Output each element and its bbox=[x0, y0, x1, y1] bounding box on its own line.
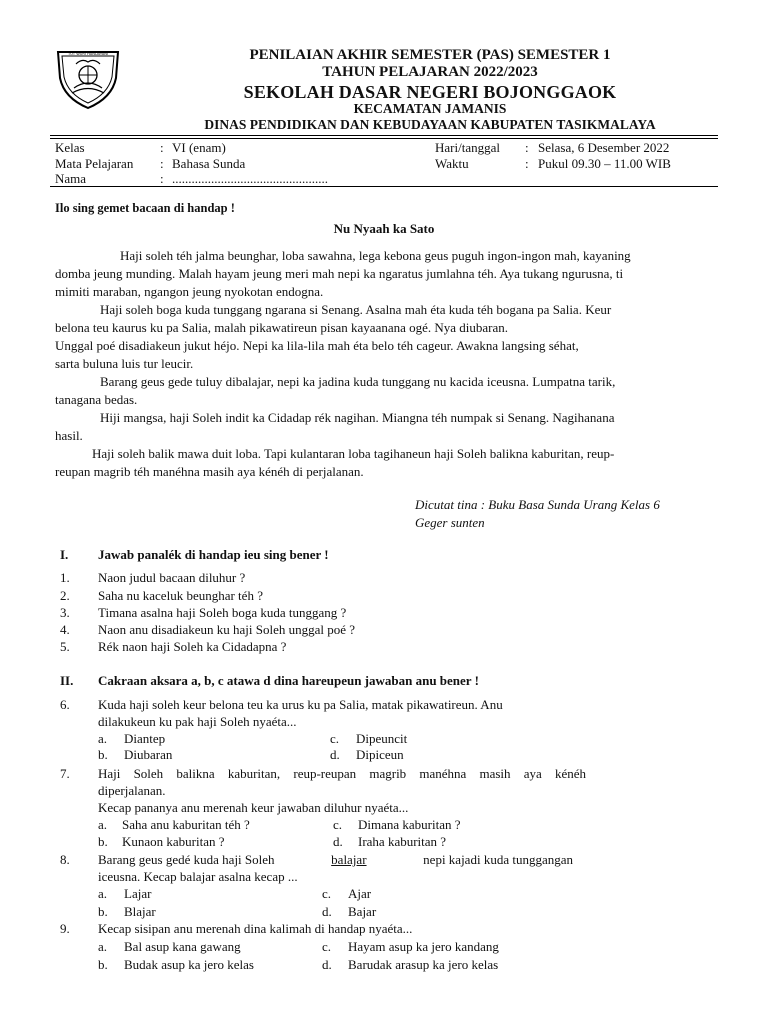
question-number: 6. bbox=[60, 697, 70, 712]
mapel-label: Mata Pelajaran bbox=[55, 156, 134, 171]
question-text: Kuda haji soleh keur belona teu ka urus ku pa Salia, matak pikawatireun. Anu bbox=[98, 697, 503, 712]
paragraph-4-line: Barang geus gede tuluy dibalajar, nepi ka jadina kuda tunggang nu kacida iceusna. Lumpatna tarik, bbox=[100, 374, 616, 389]
header-divider-thin bbox=[50, 138, 718, 139]
question-number: 3. bbox=[60, 605, 70, 620]
question-text: Haji Soleh balikna kaburitan, reup-reupan magrib manéhna masih aya kénéh bbox=[98, 766, 586, 781]
nama-field[interactable]: ................................................ bbox=[172, 171, 328, 186]
option-letter[interactable]: a. bbox=[98, 939, 108, 954]
underlined-word: balajar bbox=[331, 852, 367, 867]
option-letter[interactable]: d. bbox=[330, 747, 340, 762]
option-letter[interactable]: c. bbox=[322, 886, 332, 901]
question-number: 1. bbox=[60, 570, 70, 585]
option-letter[interactable]: b. bbox=[98, 957, 108, 972]
option-text[interactable]: Dipeuncit bbox=[356, 731, 408, 746]
svg-text:TUT WURI HANDAYANI: TUT WURI HANDAYANI bbox=[68, 52, 108, 57]
paragraph-5-line: hasil. bbox=[55, 428, 83, 443]
waktu-label: Waktu bbox=[435, 156, 469, 171]
kelas-label: Kelas bbox=[55, 140, 85, 155]
section-1-heading: Jawab panalék di handap ieu sing bener ! bbox=[98, 547, 329, 562]
option-letter[interactable]: c. bbox=[322, 939, 332, 954]
option-letter[interactable]: d. bbox=[322, 957, 332, 972]
question-text: iceusna. Kecap balajar asalna kecap ... bbox=[98, 869, 298, 884]
option-text[interactable]: Kunaon kaburitan ? bbox=[122, 834, 225, 849]
hari-label: Hari/tanggal bbox=[435, 140, 500, 155]
paragraph-2-line: Haji soleh boga kuda tunggang ngarana si Senang. Asalna mah éta kuda téh bogana pa Salia. Keur bbox=[100, 302, 612, 317]
option-letter[interactable]: c. bbox=[330, 731, 340, 746]
question-text: Naon judul bacaan diluhur ? bbox=[98, 570, 246, 585]
option-letter[interactable]: b. bbox=[98, 747, 108, 762]
option-letter[interactable]: a. bbox=[98, 886, 108, 901]
option-text[interactable]: Bajar bbox=[348, 904, 377, 919]
kelas-value: VI (enam) bbox=[172, 140, 226, 155]
option-text[interactable]: Budak asup ka jero kelas bbox=[124, 957, 254, 972]
question-text: dilakukeun ku pak haji Soleh nyaéta... bbox=[98, 714, 297, 729]
header-divider bbox=[50, 135, 718, 136]
question-text: Kecap sisipan anu merenah dina kalimah di handap nyaéta... bbox=[98, 921, 413, 936]
option-text[interactable]: Lajar bbox=[124, 886, 152, 901]
colon: : bbox=[525, 140, 529, 155]
district-name: KECAMATAN JAMANIS bbox=[353, 101, 507, 116]
section-1-number: I. bbox=[60, 547, 69, 562]
option-text[interactable]: Barudak arasup ka jero kelas bbox=[348, 957, 499, 972]
option-text[interactable]: Iraha kaburitan ? bbox=[358, 834, 447, 849]
question-number: 8. bbox=[60, 852, 70, 867]
colon: : bbox=[160, 140, 164, 155]
academic-year: TAHUN PELAJARAN 2022/2023 bbox=[322, 64, 538, 80]
section-2-heading: Cakraan aksara a, b, c atawa d dina hareupeun jawaban anu bener ! bbox=[98, 673, 479, 688]
question-number: 2. bbox=[60, 588, 70, 603]
paragraph-3-line: Unggal poé disadiakeun jukut héjo. Nepi ka lila-lila mah éta belo téh cageur. Awakna langsing séhat, bbox=[55, 338, 579, 353]
paragraph-1-line: domba jeung munding. Malah hayam jeung meri mah nepi ka ngaratus jumlahna téh. Aya tukang ngurusna, ti bbox=[55, 266, 624, 281]
info-divider bbox=[50, 186, 718, 187]
question-text: Naon anu disadiakeun ku haji Soleh unggal poé ? bbox=[98, 622, 356, 637]
paragraph-5-line: Hiji mangsa, haji Soleh indit ka Cidadap rék nagihan. Miangna téh numpak si Senang. Nagihanana bbox=[100, 410, 615, 425]
source-citation: Dicutat tina : Buku Basa Sunda Urang Kelas 6 bbox=[415, 497, 660, 512]
option-text[interactable]: Hayam asup ka jero kandang bbox=[348, 939, 499, 954]
paragraph-1-line: Haji soleh téh jalma beunghar, loba sawahna, lega kebona geus puguh ingon-ingon mah, kayaning bbox=[120, 248, 631, 263]
question-text: Timana asalna haji Soleh boga kuda tunggang ? bbox=[98, 605, 347, 620]
source-citation: Geger sunten bbox=[415, 515, 485, 530]
option-letter[interactable]: d. bbox=[322, 904, 332, 919]
question-text: nepi kajadi kuda tunggangan bbox=[423, 852, 573, 867]
paragraph-6-line: Haji soleh balik mawa duit loba. Tapi kulantaran loba tagihaneun haji Soleh balikna kaburitan, reup- bbox=[92, 446, 615, 461]
option-text[interactable]: Dimana kaburitan ? bbox=[358, 817, 461, 832]
department-name: DINAS PENDIDIKAN DAN KEBUDAYAAN KABUPATEN TASIKMALAYA bbox=[204, 117, 656, 132]
paragraph-3-line: sarta buluna luis tur leucir. bbox=[55, 356, 194, 371]
option-letter[interactable]: d. bbox=[333, 834, 343, 849]
option-text[interactable]: Bal asup kana gawang bbox=[124, 939, 241, 954]
option-letter[interactable]: c. bbox=[333, 817, 343, 832]
paragraph-2-line: belona teu kaurus ku pa Salia, malah pikawatireun pisan kayaanana ogé. Nya diubaran. bbox=[55, 320, 509, 335]
question-text: diperjalanan. bbox=[98, 783, 166, 798]
paragraph-4-line: tanagana bedas. bbox=[55, 392, 138, 407]
question-line bbox=[98, 851, 573, 868]
exam-title: PENILAIAN AKHIR SEMESTER (PAS) SEMESTER 1 bbox=[249, 47, 611, 63]
option-text[interactable]: Saha anu kaburitan téh ? bbox=[122, 817, 250, 832]
colon: : bbox=[160, 171, 164, 186]
option-text[interactable]: Dipiceun bbox=[356, 747, 404, 762]
option-text[interactable]: Diubaran bbox=[124, 747, 173, 762]
reading-instruction: Ilo sing gemet bacaan di handap ! bbox=[55, 201, 235, 215]
question-number: 7. bbox=[60, 766, 70, 781]
paragraph-1-line: mimiti maraban, ngangon jeung nyokotan endogna. bbox=[55, 284, 324, 299]
section-2-number: II. bbox=[60, 673, 74, 688]
question-number: 5. bbox=[60, 639, 70, 654]
question-number: 4. bbox=[60, 622, 70, 637]
question-number: 9. bbox=[60, 921, 70, 936]
option-letter[interactable]: b. bbox=[98, 904, 108, 919]
reading-title: Nu Nyaah ka Sato bbox=[333, 221, 435, 236]
option-letter[interactable]: a. bbox=[98, 817, 108, 832]
option-text[interactable]: Diantep bbox=[124, 731, 166, 746]
colon: : bbox=[160, 156, 164, 171]
question-text: Rék naon haji Soleh ka Cidadapna ? bbox=[98, 639, 287, 654]
option-letter[interactable]: b. bbox=[98, 834, 108, 849]
option-text[interactable]: Blajar bbox=[124, 904, 156, 919]
colon: : bbox=[525, 156, 529, 171]
school-name: SEKOLAH DASAR NEGERI BOJONGGAOK bbox=[243, 82, 617, 102]
option-letter[interactable]: a. bbox=[98, 731, 108, 746]
mapel-value: Bahasa Sunda bbox=[172, 156, 246, 171]
question-text: Kecap pananya anu merenah keur jawaban diluhur nyaéta... bbox=[98, 800, 409, 815]
paragraph-6-line: reupan magrib téh manéhna masih aya kénéh di perjalanan. bbox=[55, 464, 364, 479]
nama-label: Nama bbox=[55, 171, 87, 186]
question-text: Saha nu kaceluk beunghar téh ? bbox=[98, 588, 263, 603]
hari-value: Selasa, 6 Desember 2022 bbox=[538, 140, 670, 155]
question-text: Barang geus gedé kuda haji Soleh bbox=[98, 852, 275, 867]
option-text[interactable]: Ajar bbox=[348, 886, 372, 901]
school-logo-icon bbox=[52, 48, 124, 110]
waktu-value: Pukul 09.30 – 11.00 WIB bbox=[538, 156, 671, 171]
